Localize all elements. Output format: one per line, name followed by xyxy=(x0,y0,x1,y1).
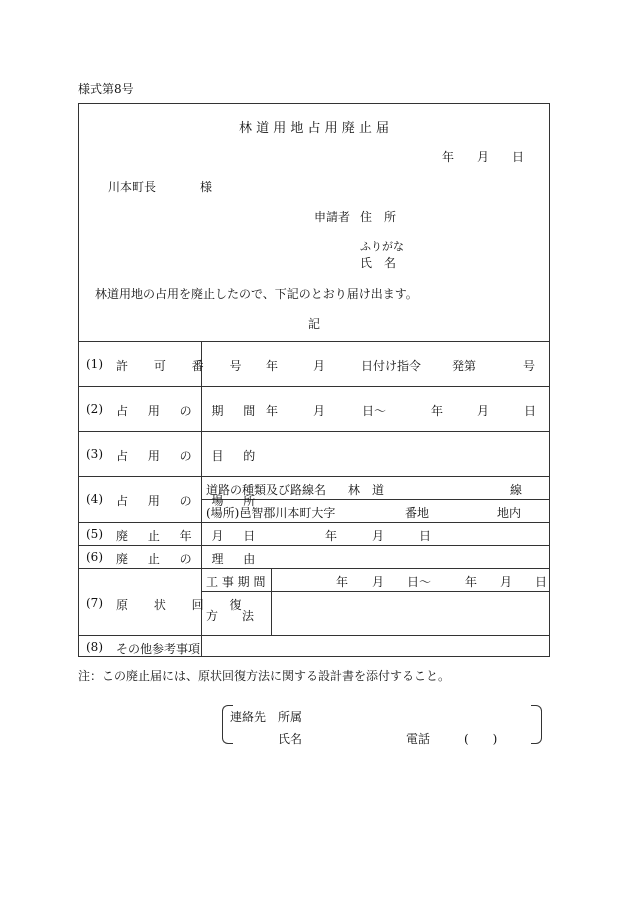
row2-day-from[interactable]: 日～ xyxy=(362,404,387,418)
construction-period-label: 工 事 期 間 xyxy=(206,575,266,589)
row2-month2[interactable]: 月 xyxy=(477,404,490,418)
row-divider xyxy=(78,568,550,569)
right-bracket xyxy=(531,705,542,744)
row7-month1[interactable]: 月 xyxy=(372,575,385,589)
row-divider xyxy=(78,386,550,387)
chinai-label[interactable]: 地内 xyxy=(497,506,522,520)
row1-num: (1) xyxy=(86,357,103,371)
row7-day2[interactable]: 日 xyxy=(535,575,548,589)
banchi-label[interactable]: 番地 xyxy=(405,506,430,520)
other-notes-field[interactable] xyxy=(202,636,549,656)
applicant-label: 申請者 xyxy=(314,210,351,224)
road-type-value[interactable]: 林 道 xyxy=(348,483,385,497)
row1-issue[interactable]: 発第 xyxy=(452,359,477,373)
abolition-reason-field[interactable] xyxy=(202,546,549,567)
row7-day-from[interactable]: 日～ xyxy=(407,575,432,589)
row5-num: (5) xyxy=(86,527,103,541)
row2-label: 占 用 の 期 間 xyxy=(116,404,264,418)
name-label: 氏 名 xyxy=(360,256,397,270)
row1-year[interactable]: 年 xyxy=(266,359,279,373)
address-label: 住 所 xyxy=(360,210,397,224)
contact-affiliation[interactable]: 所属 xyxy=(278,710,303,724)
method-label: 方 法 xyxy=(206,609,255,623)
row8-label: その他参考事項 xyxy=(116,642,201,656)
row2-year2[interactable]: 年 xyxy=(431,404,444,418)
row6-label: 廃 止 の 理 由 xyxy=(116,552,264,566)
row2-day2[interactable]: 日 xyxy=(524,404,537,418)
row7-year1[interactable]: 年 xyxy=(336,575,349,589)
place-label: (場所)邑智郡川本町大字 xyxy=(206,506,336,520)
addressee-name: 川本町長 xyxy=(108,180,157,194)
row7-num: (7) xyxy=(86,596,103,610)
method-field[interactable] xyxy=(272,592,549,634)
row2-year1[interactable]: 年 xyxy=(266,404,279,418)
row4-num: (4) xyxy=(86,492,103,506)
contact-phone[interactable]: 電話 xyxy=(406,732,431,746)
addressee-honorific: 様 xyxy=(200,180,213,194)
row2-num: (2) xyxy=(86,402,103,416)
date-day[interactable]: 日 xyxy=(512,150,525,164)
date-month[interactable]: 月 xyxy=(477,150,490,164)
contact-name[interactable]: 氏名 xyxy=(278,732,303,746)
row3-label: 占 用 の 目 的 xyxy=(116,449,264,463)
row8-num: (8) xyxy=(86,640,103,654)
date-year[interactable]: 年 xyxy=(442,150,455,164)
ki-label: 記 xyxy=(307,317,320,331)
statement-text: 林道用地の占用を廃止したので、下記のとおり届け出ます。 xyxy=(95,287,418,301)
row7-year2[interactable]: 年 xyxy=(465,575,478,589)
row4-label: 占 用 の 場 所 xyxy=(116,494,264,508)
row5-month[interactable]: 月 xyxy=(372,529,385,543)
furigana-label: ふりがな xyxy=(360,240,404,253)
row1-date-order[interactable]: 日付け指令 xyxy=(361,359,422,373)
form-number: 様式第8号 xyxy=(78,82,134,96)
purpose-field[interactable] xyxy=(202,432,549,475)
row5-year[interactable]: 年 xyxy=(325,529,338,543)
row2-month1[interactable]: 月 xyxy=(313,404,326,418)
row6-num: (6) xyxy=(86,550,103,564)
row1-label: 許 可 番 号 xyxy=(116,359,253,373)
row-divider xyxy=(78,522,550,523)
row1-month[interactable]: 月 xyxy=(313,359,326,373)
route-line-suffix[interactable]: 線 xyxy=(510,483,523,497)
row3-num: (3) xyxy=(86,447,103,461)
form-title: 林 道 用 地 占 用 廃 止 届 xyxy=(238,121,390,136)
row5-label: 廃 止 年 月 日 xyxy=(116,529,264,543)
row7-label: 原 状 回 復 xyxy=(116,598,253,612)
attachment-note: 注：この廃止届には、原状回復方法に関する設計書を添付すること。 xyxy=(78,669,451,683)
table-top-line xyxy=(78,341,550,342)
contact-label: 連絡先 xyxy=(230,710,267,724)
contact-phone-paren[interactable]: ( ) xyxy=(464,732,498,746)
row1-number[interactable]: 号 xyxy=(523,359,536,373)
row-divider xyxy=(78,476,550,477)
row5-day[interactable]: 日 xyxy=(419,529,432,543)
row7-month2[interactable]: 月 xyxy=(500,575,513,589)
road-type-label: 道路の種類及び路線名 xyxy=(206,483,327,497)
